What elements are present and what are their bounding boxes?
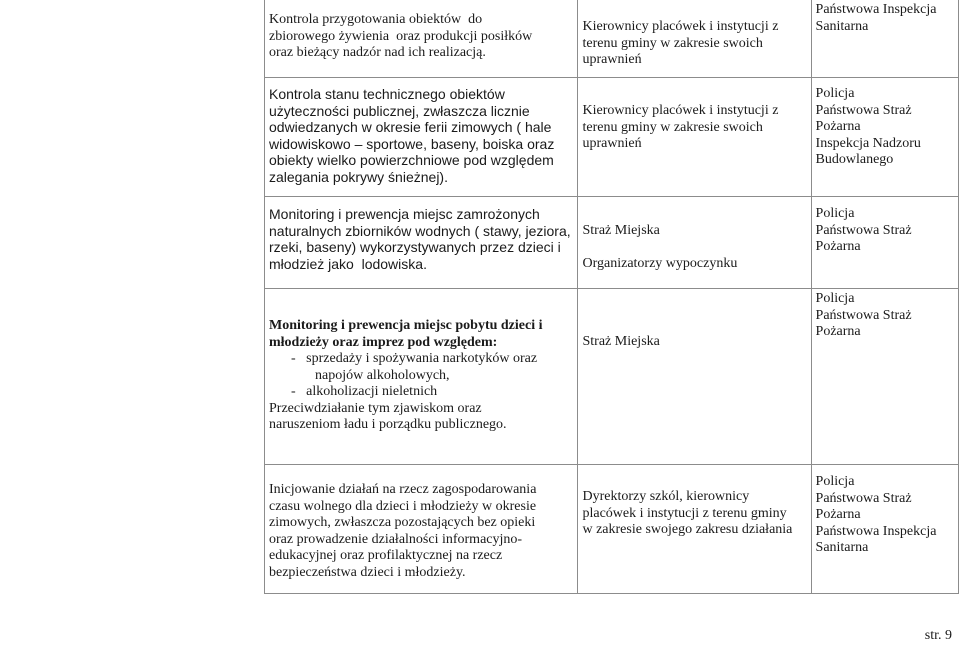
cooperating-text: Państwowa Straż [815, 490, 912, 506]
cooperating-text: Pożarna [815, 507, 861, 522]
task-item-text: napojów alkoholowych, [315, 367, 450, 383]
cooperating-cell [811, 465, 958, 594]
cooperating-text: Państwowa Inspekcja [815, 523, 937, 539]
cooperating-text: Inspekcja Nadzoru [815, 135, 921, 151]
responsible-text: terenu gminy w zakresie swoich [582, 35, 763, 51]
cooperating-text: Państwowa Inspekcja [815, 2, 937, 17]
task-list-item [269, 384, 573, 401]
task-text: Kontrola stanu technicznego obiektów [269, 86, 505, 102]
task-text: młodzież jako lodowiska. [269, 255, 427, 272]
task-text: oraz prowadzenie działalności informacyjno- [269, 531, 523, 547]
page-number: str. 9 [924, 628, 952, 643]
cooperating-text: Policja [815, 206, 855, 221]
cooperating-text: Pożarna [815, 119, 861, 134]
responsible-text: uprawnień [582, 136, 642, 151]
task-list-item [269, 351, 573, 368]
cooperating-cell [811, 289, 958, 465]
task-text: zbiorowego żywienia oraz produkcji posiłków [269, 28, 533, 44]
responsible-cell [578, 78, 811, 197]
cooperating-text: Policja [815, 474, 855, 489]
task-text: obiekty wielko powierzchniowe pod względem [269, 152, 554, 168]
cooperating-cell [811, 0, 958, 78]
table-row [265, 197, 959, 289]
cooperating-text: Sanitarna [815, 540, 869, 555]
cooperating-cell [811, 197, 958, 289]
cooperating-text: Pożarna [815, 324, 861, 339]
responsible-cell [578, 197, 811, 289]
task-heading: Monitoring i prewencja miejsc pobytu dzieci i [269, 318, 543, 333]
responsible-text: Kierownicy placówek i instytucji z [582, 19, 779, 34]
responsible-text: terenu gminy w zakresie swoich [582, 119, 763, 135]
responsible-cell [578, 0, 811, 78]
cooperating-text: Państwowa Straż [815, 102, 912, 118]
task-text: zalegania pokrywy śnieżnej). [269, 168, 448, 185]
task-text: odwiedzanych w okresie ferii zimowych ( hale [269, 119, 552, 135]
responsible-text: uprawnień [582, 52, 642, 67]
responsible-cell [578, 289, 811, 465]
responsible-text: Kierownicy placówek i instytucji z [582, 103, 779, 118]
responsible-text: placówek i instytucji z terenu gminy [582, 505, 787, 521]
bullet: - [291, 384, 296, 399]
responsible-text: Straż Miejska [582, 223, 660, 238]
cooperating-text: Państwowa Straż [815, 307, 912, 323]
responsible-text: Dyrektorzy szkól, kierownicy [582, 489, 750, 504]
task-text: użyteczności publicznej, zwłaszcza licznie [269, 102, 530, 119]
task-item-text: sprzedaży i spożywania narkotyków oraz [306, 351, 538, 366]
task-text: rzeki, baseny) wykorzystywanych przez dzieci i [269, 239, 561, 255]
table-row [265, 78, 959, 197]
cooperating-cell [811, 78, 958, 197]
spacer [582, 240, 806, 256]
bullet: - [291, 351, 296, 366]
cooperating-text: Budowlanego [815, 152, 894, 167]
cooperating-text: Policja [815, 291, 855, 306]
task-text: oraz bieżący nadzór nad ich realizacją. [269, 45, 486, 60]
task-text: edukacyjnej oraz profilaktycznej na rzecz [269, 548, 503, 563]
task-text: zimowych, zwłaszcza pozostających bez opieki [269, 515, 536, 530]
responsible-text: Organizatorzy wypoczynku [582, 255, 738, 271]
task-text: czasu wolnego dla dzieci i młodzieży w okresie [269, 498, 537, 514]
cooperating-text: Pożarna [815, 239, 861, 254]
task-text: widowiskowo – sportowe, baseny, boiska oraz [269, 135, 555, 152]
cooperating-text: Sanitarna [815, 18, 869, 34]
responsible-text: w zakresie swojego zakresu działania [582, 522, 793, 537]
task-cell [265, 289, 578, 465]
task-cell [265, 465, 578, 594]
task-item-text: alkoholizacji nieletnich [306, 384, 438, 399]
task-text: bezpieczeństwa dzieci i młodzieży. [269, 564, 466, 580]
table-row [265, 289, 959, 465]
table-row [265, 465, 959, 594]
task-text: Monitoring i prewencja miejsc zamrożonych [269, 206, 540, 222]
table-row [265, 0, 959, 78]
task-cell [265, 78, 578, 197]
tasks-table [264, 0, 959, 594]
cooperating-text: Państwowa Straż [815, 222, 912, 238]
task-text: Inicjowanie działań na rzecz zagospodarowania [269, 482, 537, 497]
task-heading: młodzieży oraz imprez pod względem: [269, 334, 498, 350]
task-cell [265, 0, 578, 78]
task-cell [265, 197, 578, 289]
task-text: naruszeniom ładu i porządku publicznego. [269, 417, 507, 432]
task-text: Przeciwdziałanie tym zjawiskom oraz [269, 400, 482, 416]
task-text: Kontrola przygotowania obiektów do [269, 12, 483, 27]
cooperating-text: Policja [815, 86, 855, 101]
responsible-cell [578, 465, 811, 594]
responsible-text: Straż Miejska [582, 334, 660, 349]
task-text: naturalnych zbiorników wodnych ( stawy, jeziora, [269, 222, 571, 239]
